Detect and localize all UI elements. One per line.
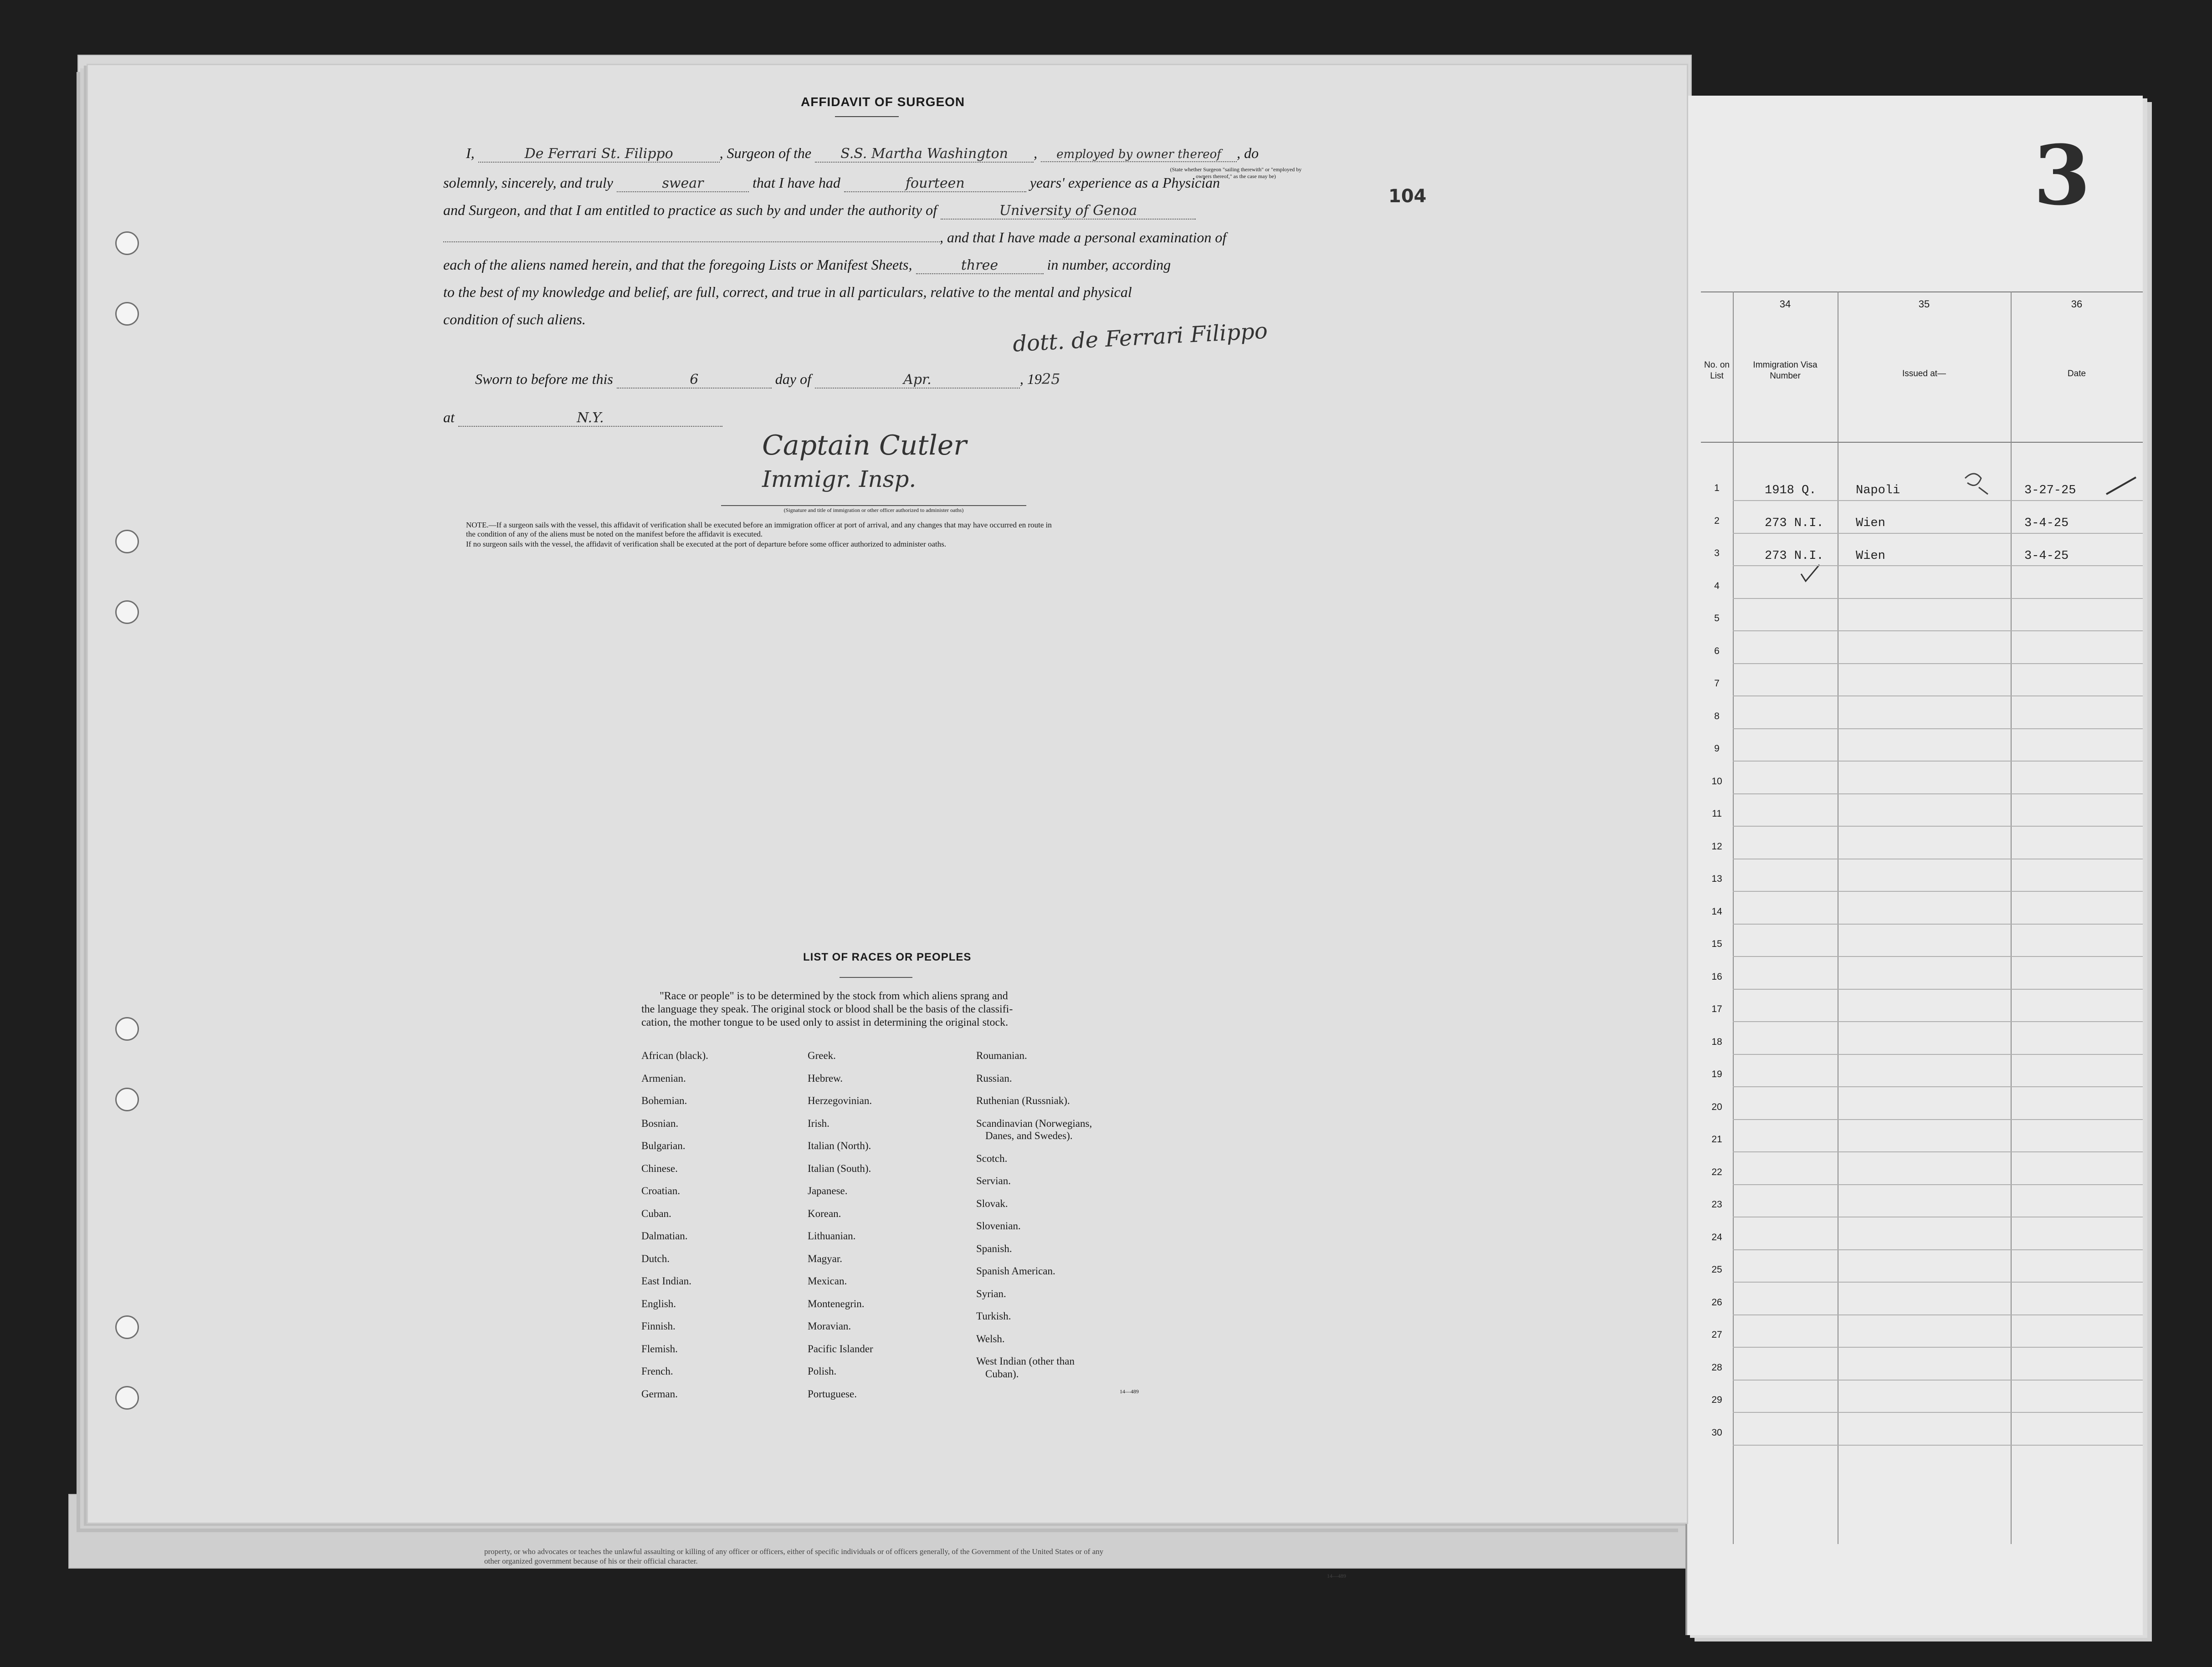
races-title-rule — [840, 977, 912, 978]
row-rule — [1733, 1054, 2143, 1055]
check-marks-icon — [1687, 96, 2143, 688]
race-entry: Scandinavian (Norwegians, — [976, 1117, 1092, 1129]
race-entry: Croatian. — [641, 1185, 680, 1197]
punch-hole — [115, 1315, 139, 1339]
row-rule — [1733, 793, 2143, 794]
visa-number-row-2: 273 N.I. — [1765, 516, 1824, 530]
footer-form-number: 14—489 — [1327, 1573, 1346, 1579]
row-rule — [1733, 891, 2143, 892]
punch-hole — [115, 600, 139, 624]
row-number: 21 — [1711, 1134, 1722, 1145]
row-number: 15 — [1711, 939, 1722, 949]
row-number: 26 — [1711, 1297, 1722, 1308]
race-entry: Portuguese. — [808, 1388, 857, 1400]
row-number: 1 — [1714, 483, 1720, 493]
row-rule — [1733, 1314, 2143, 1315]
header-issued-at: Issued at— — [1902, 369, 1946, 378]
row-number: 22 — [1711, 1166, 1722, 1177]
row-rule — [1733, 695, 2143, 696]
row-rule — [1733, 924, 2143, 925]
race-entry: Cuban. — [641, 1207, 671, 1219]
punch-hole — [115, 231, 139, 255]
authority-continuation — [443, 241, 940, 242]
race-entry: Bulgarian. — [641, 1140, 686, 1151]
race-entry: Spanish. — [976, 1243, 1012, 1254]
affidavit-line-6: to the best of my knowledge and belief, are full, correct, and true in all particulars, relative to the mental and physical — [443, 284, 1132, 300]
row-number: 14 — [1711, 906, 1722, 917]
row-number: 16 — [1711, 971, 1722, 982]
sworn-year: 25 — [1041, 370, 1060, 388]
row-rule — [1733, 989, 2143, 990]
row-number: 4 — [1714, 580, 1720, 591]
row-rule — [1733, 1380, 2143, 1381]
issued-at-row-2: Wien — [1856, 516, 1885, 530]
row-rule — [1733, 1151, 2143, 1152]
row-number: 9 — [1714, 743, 1720, 754]
races-column-2 — [808, 1044, 873, 1405]
race-entry: Moravian. — [808, 1320, 851, 1332]
stamp-number: 104 — [1388, 186, 1427, 207]
race-entry: Pacific Islander — [808, 1343, 873, 1355]
race-entry: Mexican. — [808, 1275, 847, 1287]
row-number: 27 — [1711, 1330, 1722, 1340]
sworn-day-field: 6 — [617, 372, 772, 389]
row-rule — [1733, 1445, 2143, 1446]
affidavit-line-7: condition of such aliens. — [443, 311, 586, 327]
race-entry: West Indian (other than — [976, 1355, 1075, 1367]
footer-line-0: property, or who advocates or teaches the unlawful assaulting or killing of any officer or officers, either of specific individuals or of officers generally, of the Government of the United States or of any — [484, 1547, 1104, 1556]
race-entry: Polish. — [808, 1365, 837, 1377]
races-column-3 — [976, 1044, 1092, 1385]
row-rule — [1733, 728, 2143, 729]
header-date: Date — [2067, 369, 2086, 378]
row-rule — [1733, 1021, 2143, 1022]
row-number: 29 — [1711, 1395, 1722, 1405]
punch-hole — [115, 530, 139, 553]
race-entry: Italian (South). — [808, 1162, 871, 1174]
race-entry: Spanish American. — [976, 1265, 1055, 1277]
oath-field: swear — [617, 175, 749, 192]
row-number: 28 — [1711, 1362, 1722, 1373]
sheet-number: 3 — [2033, 128, 2091, 224]
row-number: 5 — [1714, 613, 1720, 624]
at-line: at N.Y. — [443, 409, 722, 427]
row-number: 6 — [1714, 645, 1720, 656]
row-number: 7 — [1714, 678, 1720, 689]
row-rule — [1733, 630, 2143, 631]
surgeon-signature: dott. de Ferrari Filippo — [1012, 318, 1269, 357]
visa-number-row-1: 1918 Q. — [1765, 484, 1817, 497]
row-rule — [1733, 1347, 2143, 1348]
col-number-35: 35 — [1918, 298, 1930, 310]
row-rule — [1733, 1184, 2143, 1185]
affidavit-line-3: and Surgeon, and that I am entitled to practice as such by and under the authority of University of Genoa — [443, 202, 1196, 220]
row-rule — [1733, 1282, 2143, 1283]
col-number-36: 36 — [2071, 298, 2083, 310]
race-entry: Greek. — [808, 1050, 836, 1061]
races-column-1 — [641, 1044, 708, 1405]
row-number: 24 — [1711, 1232, 1722, 1243]
race-entry: Cuban). — [985, 1368, 1019, 1380]
race-entry: Korean. — [808, 1207, 841, 1219]
punch-hole — [115, 1017, 139, 1041]
affidavit-line-4: , and that I have made a personal examination of — [443, 229, 1226, 246]
row-rule — [1733, 1412, 2143, 1413]
race-entry: East Indian. — [641, 1275, 691, 1287]
race-entry: Finnish. — [641, 1320, 676, 1332]
footer-line-1: other organized government because of his or their official character. — [484, 1557, 698, 1565]
sheets-field: three — [916, 257, 1044, 274]
race-entry: Italian (North). — [808, 1140, 871, 1151]
race-entry: Armenian. — [641, 1072, 686, 1084]
race-entry: Danes, and Swedes). — [985, 1130, 1073, 1141]
col-number-34: 34 — [1779, 298, 1791, 310]
race-entry: Welsh. — [976, 1333, 1005, 1345]
note-line-3: If no surgeon sails with the vessel, the affidavit of verification shall be executed at the port of departure before some officer authorized to administer oaths. — [466, 540, 947, 548]
sworn-month-field: Apr. — [815, 372, 1020, 389]
race-entry: Dutch. — [641, 1253, 670, 1264]
row-rule — [1733, 956, 2143, 957]
race-entry: Magyar. — [808, 1253, 843, 1264]
race-entry: Dalmatian. — [641, 1230, 688, 1242]
surgeon-name-field: De Ferrari St. Filippo — [478, 146, 720, 163]
punch-hole — [115, 1386, 139, 1410]
race-entry: Chinese. — [641, 1162, 678, 1174]
row-number: 23 — [1711, 1199, 1722, 1210]
row-rule — [1733, 500, 2143, 501]
race-entry: Slovak. — [976, 1197, 1008, 1209]
authority-field: University of Genoa — [941, 203, 1196, 220]
row-rule — [1733, 826, 2143, 827]
employed-field: employed by owner thereof — [1041, 148, 1237, 162]
visa-number-row-3: 273 N.I. — [1765, 549, 1824, 563]
row-number: 25 — [1711, 1264, 1722, 1275]
sworn-line: Sworn to before me this 6 day of Apr. , 1925 — [475, 370, 1060, 388]
title-rule — [835, 116, 899, 117]
affidavit-line-5: each of the aliens named herein, and that the foregoing Lists or Manifest Sheets, three in number, according — [443, 256, 1171, 273]
row-rule — [1733, 533, 2143, 534]
date-row-1: 3-27-25 — [2024, 484, 2076, 497]
row-rule — [1733, 1086, 2143, 1087]
race-entry: Bohemian. — [641, 1095, 687, 1106]
race-entry: Hebrew. — [808, 1072, 843, 1084]
date-row-3: 3-4-25 — [2024, 549, 2069, 563]
vessel-field: S.S. Martha Washington — [815, 146, 1034, 163]
row-rule — [1733, 663, 2143, 664]
race-entry: Japanese. — [808, 1185, 848, 1197]
row-number: 10 — [1711, 776, 1722, 787]
race-entry: English. — [641, 1298, 676, 1309]
row-number: 19 — [1711, 1069, 1722, 1079]
officer-signature-rule — [721, 505, 1026, 506]
issued-at-row-1: Napoli — [1856, 484, 1900, 497]
races-title: LIST OF RACES OR PEOPLES — [803, 951, 972, 963]
race-entry: Irish. — [808, 1117, 830, 1129]
row-rule — [1733, 761, 2143, 762]
manifest-right-page — [1685, 96, 2143, 1635]
officer-title: Immigr. Insp. — [762, 466, 917, 492]
race-entry: German. — [641, 1388, 678, 1400]
header-no-on-list: No. on List — [1704, 360, 1730, 381]
race-entry: Scotch. — [976, 1152, 1008, 1164]
affidavit-title: AFFIDAVIT OF SURGEON — [801, 95, 965, 109]
issued-at-row-3: Wien — [1856, 549, 1885, 563]
affidavit-line-2: solemnly, sincerely, and truly swear that I have had fourteen years' experience as a Physician — [443, 174, 1220, 191]
years-field: fourteen — [844, 175, 1026, 192]
row-number: 13 — [1711, 874, 1722, 884]
at-place-field: N.Y. — [458, 410, 722, 427]
row-number: 30 — [1711, 1427, 1722, 1438]
race-entry: Slovenian. — [976, 1220, 1021, 1232]
row-number: 17 — [1711, 1004, 1722, 1014]
note-line-1: NOTE.—If a surgeon sails with the vessel, this affidavit of verification shall be executed before an immigration officer at port of arrival, and any changes that may have occurred en route in — [466, 521, 1052, 529]
officer-caption: (Signature and title of immigration or other officer authorized to administer oaths) — [783, 507, 964, 513]
race-entry: Flemish. — [641, 1343, 678, 1355]
races-intro: "Race or people" is to be determined by the stock from which aliens sprang and the language they speak. The original stock or blood shall be the basis of the classifi- cation, the mother tongue to be used only to assist in determining the original stock. — [641, 990, 1013, 1028]
punch-hole — [115, 302, 139, 326]
officer-signature: Captain Cutler — [762, 430, 967, 461]
header-visa-number: Immigration Visa Number — [1753, 360, 1818, 381]
row-rule — [1733, 598, 2143, 599]
employed-note: (State whether Surgeon "sailing therewith" or "employed by owners thereof," as the case may be) — [1170, 166, 1302, 179]
race-entry: Ruthenian (Russniak). — [976, 1095, 1070, 1106]
row-number: 2 — [1714, 515, 1720, 526]
row-number: 20 — [1711, 1101, 1722, 1112]
race-entry: Russian. — [976, 1072, 1012, 1084]
row-rule — [1733, 1249, 2143, 1250]
race-entry: Roumanian. — [976, 1050, 1027, 1061]
row-rule — [1733, 565, 2143, 566]
affidavit-line-1: I, De Ferrari St. Filippo , Surgeon of the S.S. Martha Washington , employed by owner thereof , do — [466, 145, 1259, 162]
row-number: 12 — [1711, 841, 1722, 852]
race-entry: French. — [641, 1365, 673, 1377]
race-entry: Lithuanian. — [808, 1230, 856, 1242]
affidavit-page — [87, 64, 1688, 1579]
punch-hole — [115, 1088, 139, 1111]
race-entry: Turkish. — [976, 1310, 1011, 1322]
row-number: 3 — [1714, 548, 1720, 558]
race-entry: African (black). — [641, 1050, 708, 1061]
race-entry: Syrian. — [976, 1288, 1006, 1299]
row-number: 18 — [1711, 1036, 1722, 1047]
date-row-2: 3-4-25 — [2024, 516, 2069, 530]
row-rule — [1733, 1119, 2143, 1120]
note-line-2: the condition of any of the aliens must be noted on the manifest before the affidavit is executed. — [466, 530, 763, 538]
race-entry: Servian. — [976, 1175, 1011, 1186]
race-entry: Herzegovinian. — [808, 1095, 872, 1106]
race-entry: Montenegrin. — [808, 1298, 865, 1309]
race-entry: Bosnian. — [641, 1117, 679, 1129]
row-number: 11 — [1712, 808, 1722, 819]
row-number: 8 — [1714, 711, 1720, 721]
races-form-number: 14—489 — [1120, 1388, 1139, 1395]
